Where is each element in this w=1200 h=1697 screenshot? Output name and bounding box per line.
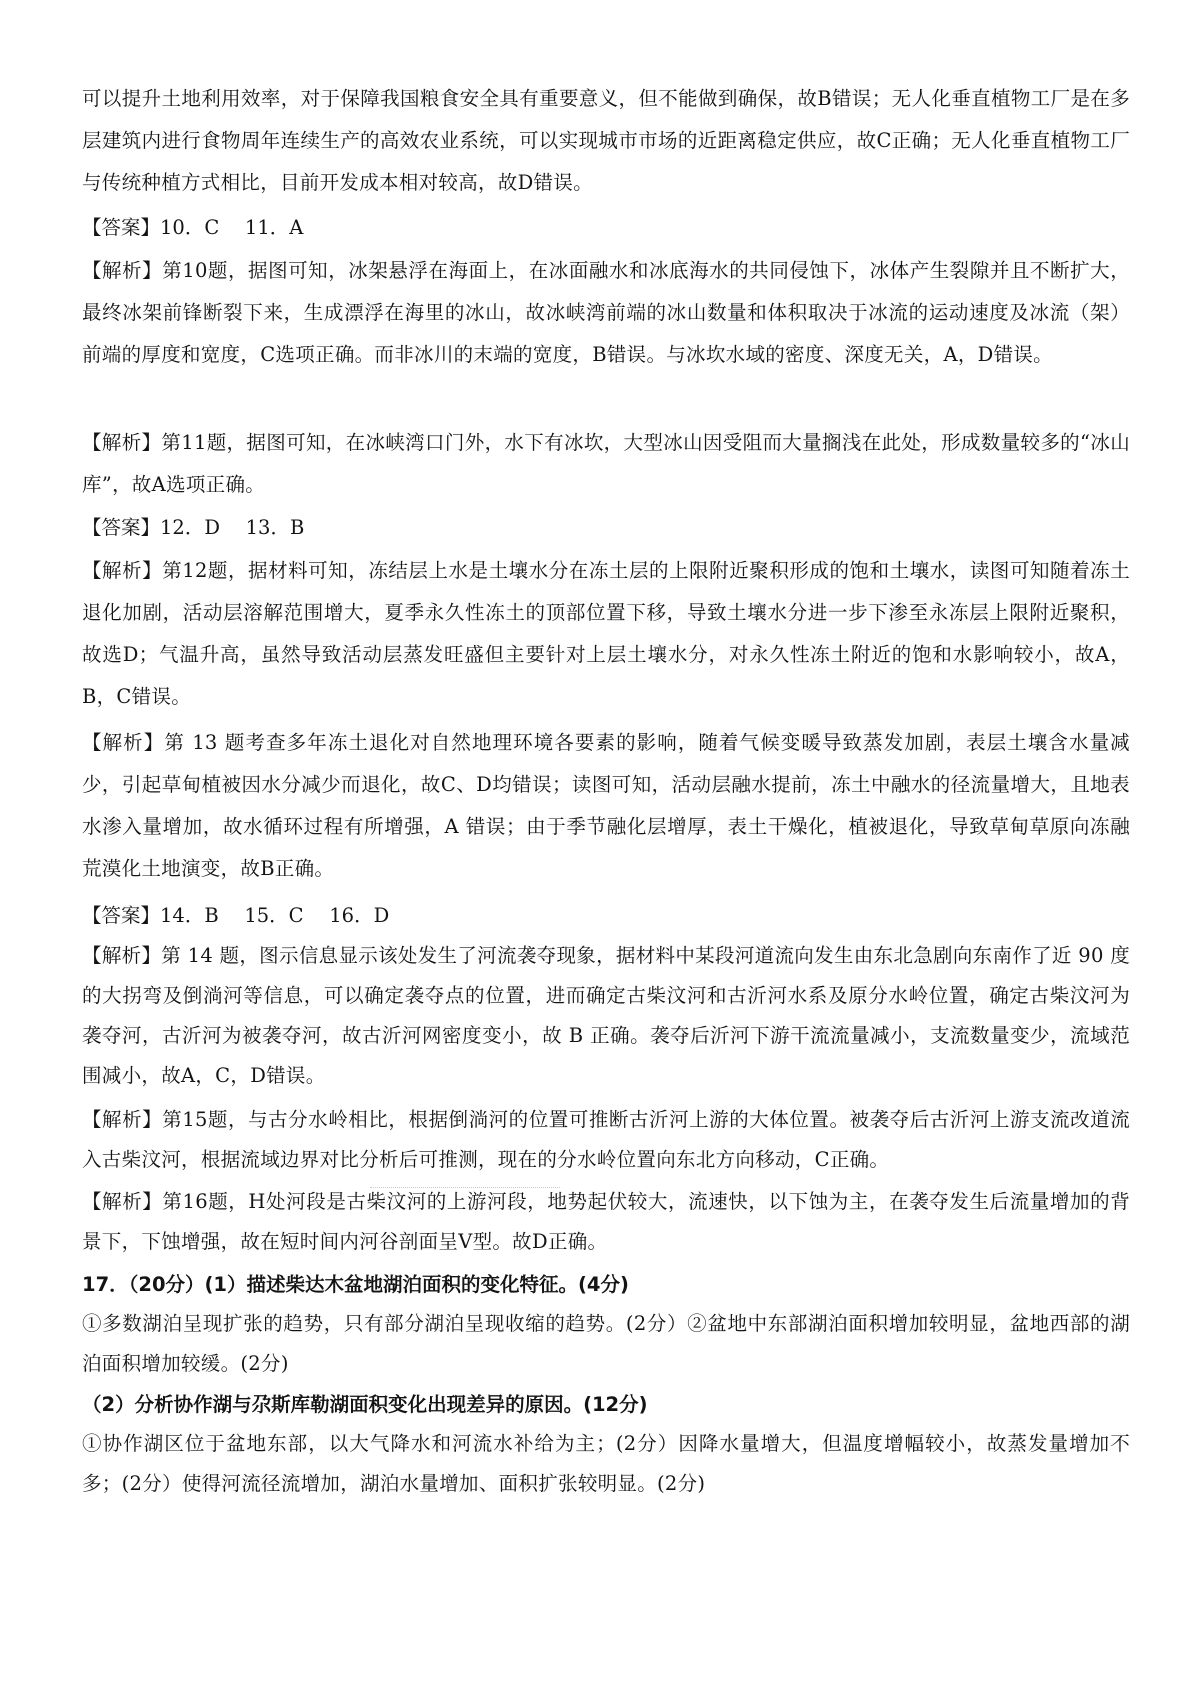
answer-17-part-2: ①协作湖区位于盆地东部，以大气降水和河流水补给为主；(2分）因降水量增大，但温度增幅较小，故蒸发量增加不多；(2分）使得河流径流增加，湖泊水量增加、面积扩张较明显。(2分) bbox=[82, 1432, 1130, 1495]
explanation-12: 【解析】第12题，据材料可知，冻结层上水是土壤水分在冻土层的上限附近聚积形成的饱和土壤水，读图可知随着冻土退化加剧，活动层溶解范围增大，夏季永久性冻土的顶部位置下移，导致土壤水分进一步下渗至永冻层上限附近聚积，故选D；气温升高，虽然导致活动层蒸发旺盛但主要针对上层土壤水分，对永久性冻土附近的饱和水影响较小，故A，B，C错误。 bbox=[82, 559, 1130, 708]
explanation-13: 【解析】第 13 题考查多年冻土退化对自然地理环境各要素的影响，随着气候变暖导致蒸发加剧，表层土壤含水量减少，引起草甸植被因水分减少而退化，故C、D均错误；读图可知，活动层融水提前，冻土中融水的径流量增大，且地表水渗入量增加，故水循环过程有所增强，A 错误；由于季节融化层增厚，表土干燥化，植被退化，导致草甸草原向冻融荒漠化土地演变，故B正确。 bbox=[82, 731, 1130, 880]
explanation-14: 【解析】第 14 题，图示信息显示该处发生了河流袭夺现象，据材料中某段河道流向发生由东北急剧向东南作了近 90 度的大拐弯及倒淌河等信息，可以确定袭夺点的位置，进而确定古柴汶河和古沂河水系及原分水岭位置，确定古柴汶河为袭夺河，古沂河为被袭夺河，故古沂河网密度变小，故 B 正确。袭夺后沂河下游干流流量减小，支流数量变少，流域范围减小，故A，C，D错误。 bbox=[82, 944, 1130, 1087]
answer-12-13: 【答案】12．D 13．B bbox=[82, 516, 305, 539]
question-17-part-1: 17．（20分）(1）描述柴达木盆地湖泊面积的变化特征。(4分) bbox=[82, 1273, 629, 1296]
explanation-16: 【解析】第16题，H处河段是古柴汶河的上游河段，地势起伏较大，流速快，以下蚀为主，在袭夺发生后流量增加的背景下，下蚀增强，故在短时间内河谷剖面呈V型。故D正确。 bbox=[82, 1190, 1130, 1253]
paragraph-vertical-farm: 可以提升土地利用效率，对于保障我国粮食安全具有重要意义，但不能做到确保，故B错误；无人化垂直植物工厂是在多层建筑内进行食物周年连续生产的高效农业系统，可以实现城市市场的近距离稳定供应，故C正确；无人化垂直植物工厂与传统种植方式相比，目前开发成本相对较高，故D错误。 bbox=[82, 87, 1130, 194]
answer-10-11: 【答案】10．C 11．A bbox=[82, 216, 304, 239]
explanation-15: 【解析】第15题，与古分水岭相比，根据倒淌河的位置可推断古沂河上游的大体位置。被袭夺后古沂河上游支流改道流入古柴汶河，根据流域边界对比分析后可推测，现在的分水岭位置向东北方向移动，C正确。 bbox=[82, 1108, 1130, 1171]
explanation-10: 【解析】第10题，据图可知，冰架悬浮在海面上，在冰面融水和冰底海水的共同侵蚀下，冰体产生裂隙并且不断扩大，最终冰架前锋断裂下来，生成漂浮在海里的冰山，故冰峡湾前端的冰山数量和体积取决于冰流的运动速度及冰流（架）前端的厚度和宽度，C选项正确。而非冰川的末端的宽度，B错误。与冰坎水域的密度、深度无关，A，D错误。 bbox=[82, 259, 1130, 366]
answer-14-16: 【答案】14．B 15．C 16．D bbox=[82, 904, 390, 927]
question-17-part-2: （2）分析协作湖与尕斯库勒湖面积变化出现差异的原因。(12分) bbox=[82, 1393, 648, 1416]
explanation-11: 【解析】第11题，据图可知，在冰峡湾口门外，水下有冰坎，大型冰山因受阻而大量搁浅在此处，形成数量较多的“冰山库”，故A选项正确。 bbox=[82, 431, 1130, 496]
answer-17-part-1: ①多数湖泊呈现扩张的趋势，只有部分湖泊呈现收缩的趋势。(2分）②盆地中东部湖泊面积增加较明显，盆地西部的湖泊面积增加较缓。(2分) bbox=[82, 1312, 1130, 1375]
